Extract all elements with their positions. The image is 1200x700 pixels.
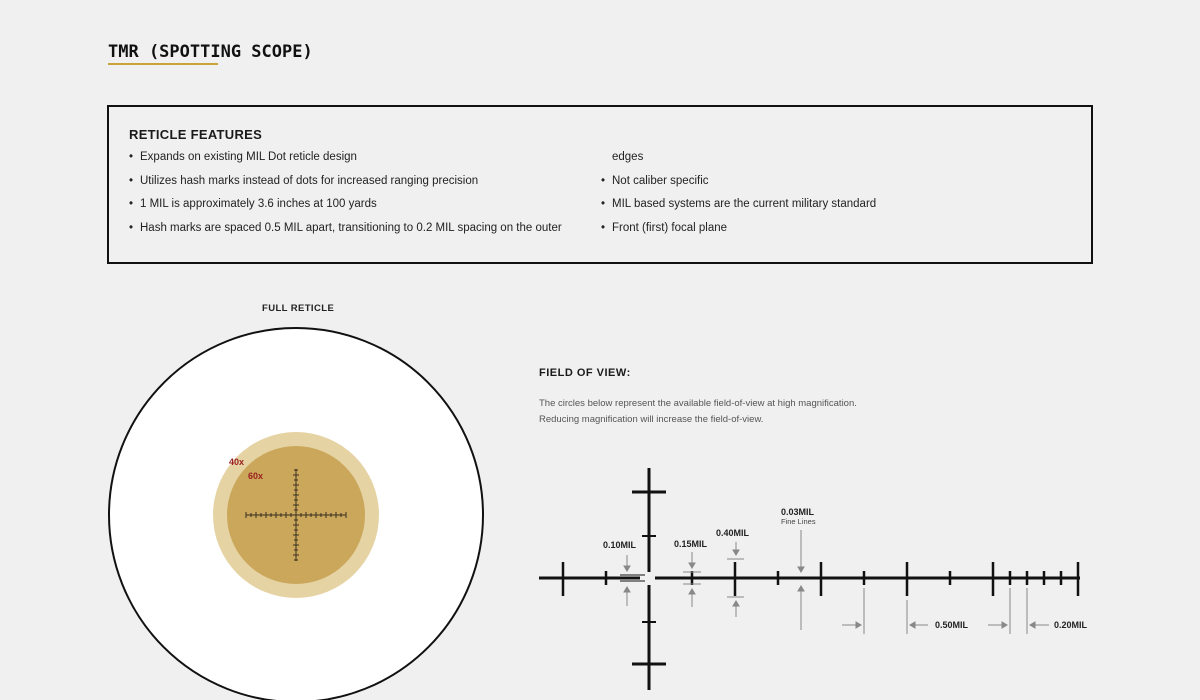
feature-item: • Hash marks are spaced 0.5 MIL apart, transitioning to 0.2 MIL spacing on the outer (129, 222, 562, 234)
reticle-detail-diagram (539, 468, 1080, 690)
arrow-head (689, 589, 695, 594)
arrow-head (856, 622, 861, 628)
arrow-head (1002, 622, 1007, 628)
fov-description-line: The circles below represent the available field-of-view at high magnification. (539, 398, 857, 409)
dim-label-fine-lines: Fine Lines (781, 517, 816, 526)
arrow-head (624, 566, 630, 571)
feature-item: • Not caliber specific (601, 175, 709, 187)
feature-item-continuation: edges (612, 151, 644, 163)
mag-label-60x: 60x (248, 471, 264, 481)
feature-item: • Utilizes hash marks instead of dots for increased ranging precision (129, 175, 479, 187)
arrow-head (689, 563, 695, 568)
features-heading: RETICLE FEATURES (129, 127, 263, 142)
feature-item: • Front (first) focal plane (601, 222, 728, 234)
arrow-head (733, 601, 739, 606)
dim-label-0-03: 0.03MIL (781, 507, 815, 517)
mag-label-40x: 40x (229, 457, 245, 467)
arrow-head (733, 550, 739, 555)
feature-item: • Expands on existing MIL Dot reticle design (129, 151, 357, 163)
arrow-head (1030, 622, 1035, 628)
fov-heading: FIELD OF VIEW: (539, 367, 631, 379)
dim-label-0-10: 0.10MIL (603, 540, 637, 550)
fov-description-line: Reducing magnification will increase the field-of-view. (539, 414, 764, 425)
arrow-head (798, 567, 804, 572)
full-reticle-label: FULL RETICLE (262, 303, 335, 314)
dim-label-0-20: 0.20MIL (1054, 620, 1088, 630)
feature-item: • MIL based systems are the current military standard (601, 198, 877, 210)
full-reticle-diagram (109, 328, 483, 700)
arrow-head (624, 587, 630, 592)
dim-label-0-15: 0.15MIL (674, 539, 708, 549)
page-title: TMR (SPOTTING SCOPE) (108, 42, 313, 62)
arrow-head (798, 586, 804, 591)
dim-label-0-40: 0.40MIL (716, 528, 750, 538)
arrow-head (910, 622, 915, 628)
dim-label-0-50: 0.50MIL (935, 620, 969, 630)
feature-item: • 1 MIL is approximately 3.6 inches at 100 yards (129, 198, 377, 210)
